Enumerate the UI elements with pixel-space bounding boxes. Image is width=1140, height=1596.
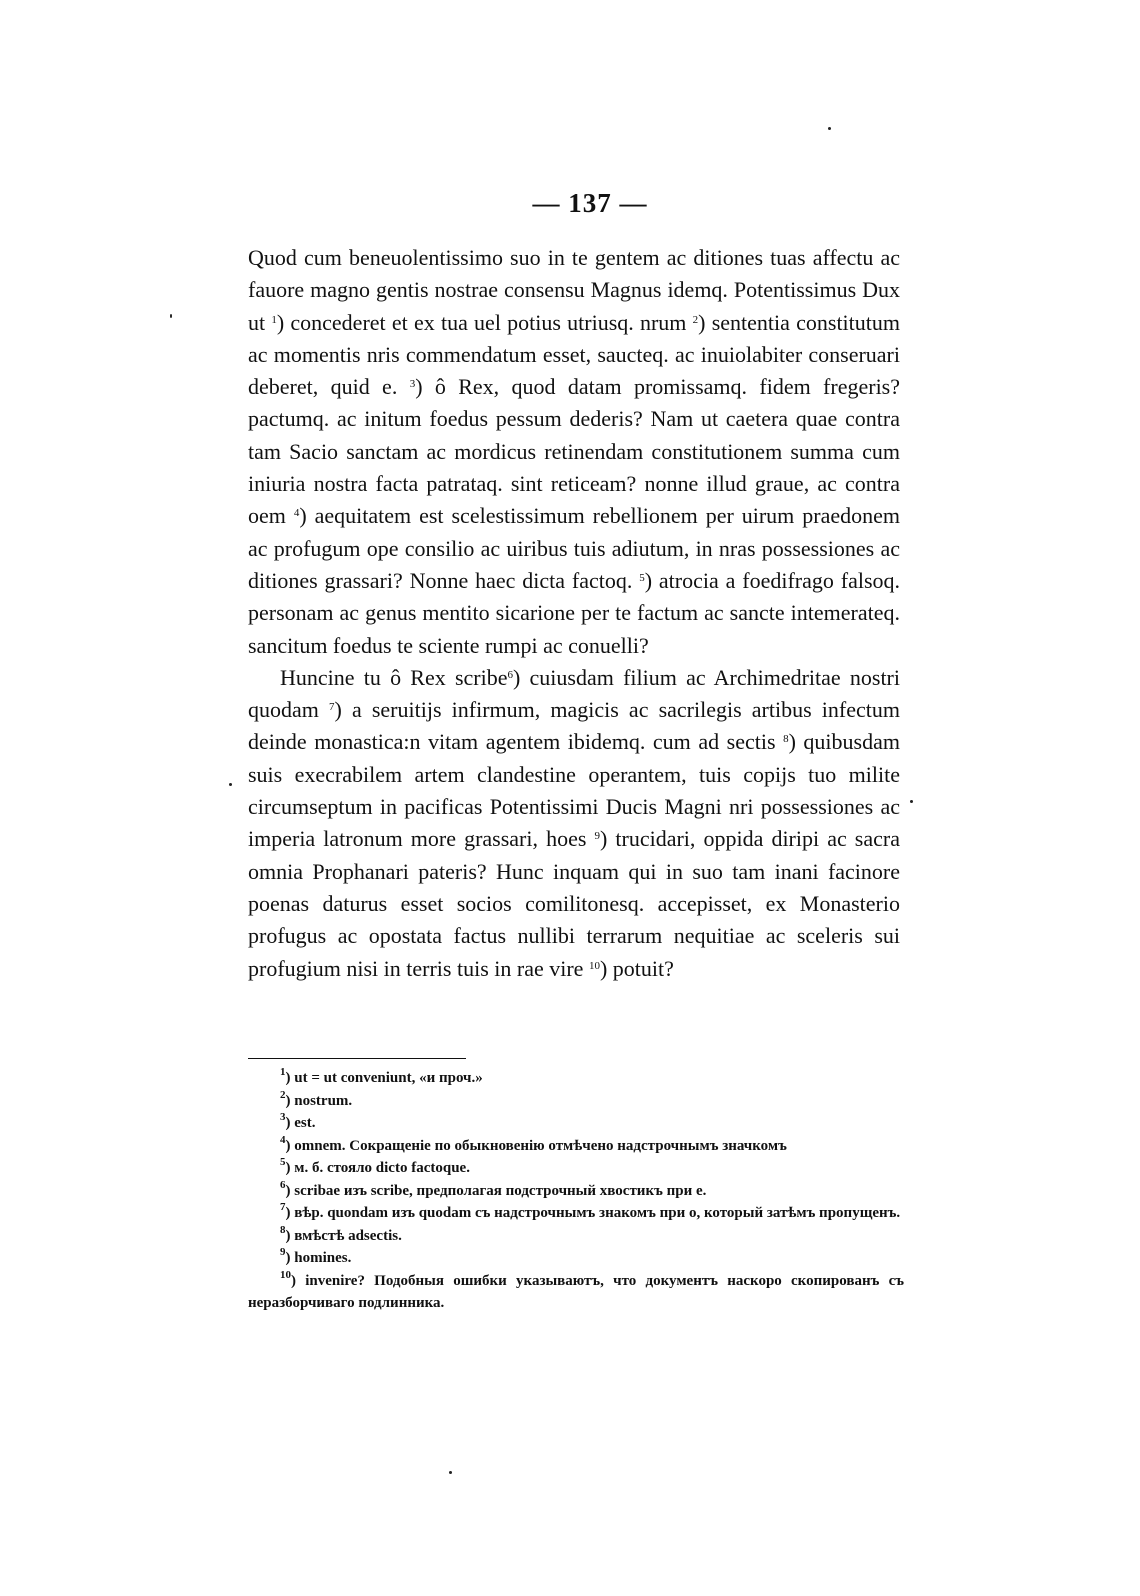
main-text — [248, 242, 900, 985]
footnote-item — [248, 1157, 904, 1180]
body-paragraph — [248, 242, 900, 662]
footnote-ref: 2 — [692, 313, 699, 326]
footnote-ref: 9 — [594, 830, 600, 843]
footnote-text: ) homines. — [285, 1250, 352, 1266]
footnote-ref: 1 — [271, 313, 277, 326]
footnote-mark: 4 — [280, 1133, 286, 1146]
body-text: ) a seruitijs infirmum, magicis ac sacrilegis artibus infectum deinde monastica:n vitam agentem ibidemq. cum ad sectis — [248, 697, 900, 755]
footnote-item — [248, 1247, 904, 1270]
footnote-text: ) scribae изъ scribe, предполагая подстрочный хвостикъ при е. — [285, 1182, 707, 1199]
footnote-ref: 5 — [639, 571, 645, 584]
footnote-text: ) ut = ut conveniunt, «и проч.» — [285, 1070, 483, 1086]
body-text: ) concederet et ex tua uel potius utriusq. nrum — [276, 309, 693, 335]
footnote-text: ) omnem. Сокращеніе по обыкновенію отмѣчено надстрочнымъ значкомъ — [285, 1137, 787, 1154]
body-text: Huncine tu ô Rex scribe — [280, 664, 508, 690]
footnote-text: ) м. б. стояло dicto factoque. — [285, 1160, 470, 1176]
footnote-mark: 6 — [280, 1178, 286, 1191]
body-text: Quod cum beneuolentissimo suo in te gentem ac ditiones tuas affectu ac fauore magno gentis nostrae consensu Magnus idemq. Potentissimus Dux ut — [248, 245, 900, 335]
footnote-mark: 1 — [280, 1066, 286, 1078]
body-text: ) cuiusdam filium ac Archimedritae nostri quodam — [248, 664, 900, 723]
footnotes — [248, 1067, 904, 1315]
page-number: — 137 — — [532, 188, 648, 218]
footnote-item — [248, 1202, 904, 1225]
body-text: ) sententia constitutum ac momentis nris commendatum esset, saucteq. ac inuiolabiter conseruari deberet, quid e. — [248, 309, 901, 400]
footnote-mark: 7 — [280, 1201, 286, 1213]
body-text: ) trucidari, oppida diripi ac sacra omnia Prophanari pateris? Hunc inquam qui in suo tam inani facinore poenas daturus esset socios comilitonesq. accepisset, ex Monasterio profugus ac opostata factus nullibi terrarum nequitiae ac sceleris sui profugium nisi in terris tuis in rae vire — [248, 826, 900, 981]
footnote-item — [248, 1135, 904, 1158]
footnote-ref: 3 — [409, 378, 416, 391]
body-text: ) aequitatem est scelestissimum rebellionem per uirum praedonem ac profugum ope consilio ac uiribus tuis adiutum, in nras possessiones ac ditiones grassari? Nonne haec dicta factoq. — [248, 503, 900, 593]
footnote-item — [248, 1090, 904, 1113]
footnote-ref: 4 — [293, 507, 300, 520]
footnote-ref: 8 — [783, 733, 789, 746]
body-text: ) ô Rex, quod datam promissamq. fidem fregeris? pactumq. ac initum foedus pessum dederis? Nam ut caetera quae contra tam Sacio sanctam ac mordicus retinendam constitutionem summa cum iniuria nostra facta patrataq. sint reticeam? nonne illud graue, ac contra oem — [248, 374, 901, 529]
footnote-text: ) invenire? Подобныя ошибки указываютъ, что документъ наскоро скопированъ съ неразборчиваго подлинника. — [248, 1272, 904, 1311]
footnote-mark: 3 — [280, 1111, 286, 1123]
footnote-item — [248, 1112, 904, 1135]
footnote-mark: 5 — [280, 1156, 286, 1168]
footnote-item — [248, 1225, 904, 1248]
body-text: ) potuit? — [599, 955, 674, 981]
footnote-text: ) вѣр. quondam изъ quodam съ надстрочнымъ знакомъ при о, который затѣмъ пропущенъ. — [285, 1205, 901, 1221]
scan-speck — [170, 314, 172, 318]
footnote-separator — [248, 1058, 466, 1059]
body-text: ) atrocia a foedifrago falsoq. personam ac genus mentito sicarione per te factum ac sancte intemerateq. sancitum foedus te sciente rumpi ac conuelli? — [248, 567, 901, 658]
footnote-item — [248, 1270, 904, 1315]
body-text: ) quibusdam suis execrabilem artem clandestine operantem, tuis copijs tuo milite circumseptum in pacificas Potentissimi Ducis Magni nri possessiones ac imperia latronum more grassari, hoes — [248, 729, 900, 852]
footnote-item — [248, 1067, 904, 1090]
footnote-item — [248, 1180, 904, 1203]
body-paragraph — [248, 662, 900, 985]
footnote-mark: 10 — [280, 1268, 291, 1281]
scan-speck — [449, 1471, 452, 1474]
footnote-text: ) est. — [285, 1115, 316, 1131]
footnote-mark: 9 — [280, 1246, 286, 1258]
footnote-ref: 10 — [588, 959, 600, 972]
footnote-text: ) вмѣстѣ adsectis. — [285, 1227, 402, 1244]
scan-speck — [229, 783, 232, 786]
footnote-ref: 6 — [507, 668, 513, 681]
footnote-mark: 2 — [280, 1088, 286, 1101]
scan-speck — [910, 800, 913, 803]
footnote-ref: 7 — [329, 701, 335, 714]
footnote-mark: 8 — [280, 1223, 286, 1236]
footnote-text: ) nostrum. — [285, 1092, 353, 1109]
scan-speck — [828, 127, 831, 130]
